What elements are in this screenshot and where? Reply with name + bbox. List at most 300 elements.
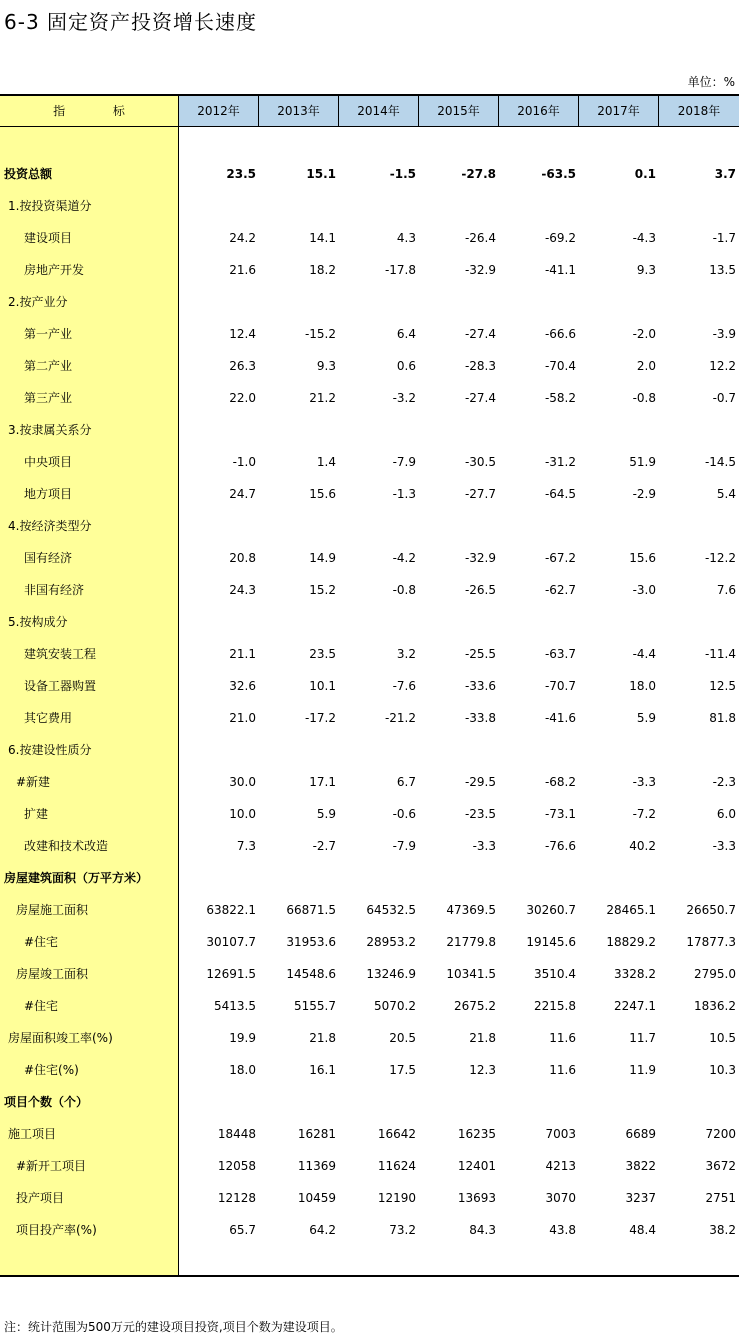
row-value: -33.8 <box>464 711 496 725</box>
row-value: 10.3 <box>709 1063 736 1077</box>
row-value <box>419 606 499 638</box>
row-value: 19145.6 <box>526 935 576 949</box>
row-value: 9.3 <box>316 359 336 373</box>
row-label: #住宅(%) <box>24 1063 79 1077</box>
row-value: -2.7 <box>312 839 336 853</box>
row-value: 21.1 <box>229 647 256 661</box>
row-value <box>179 414 259 446</box>
row-value: 5070.2 <box>374 999 416 1013</box>
row-value: 13693 <box>457 1191 496 1205</box>
row-value: 19.9 <box>229 1031 256 1045</box>
row-value: -2.0 <box>632 327 656 341</box>
row-value: -0.6 <box>392 807 416 821</box>
row-label: 改建和技术改造 <box>24 839 109 853</box>
row-value: 48.4 <box>629 1223 656 1237</box>
table-row <box>0 510 739 542</box>
row-label: 设备工器购置 <box>24 679 97 693</box>
row-label: 项目投产率(%) <box>16 1223 97 1237</box>
table-row <box>0 254 739 286</box>
row-value: -30.5 <box>464 455 496 469</box>
row-value: 12401 <box>457 1159 496 1173</box>
row-label: 3.按隶属关系分 <box>8 423 92 437</box>
row-value: -17.8 <box>384 263 416 277</box>
row-value: 73.2 <box>389 1223 416 1237</box>
header-year: 2017年 <box>579 96 659 126</box>
row-value <box>499 734 579 766</box>
row-value <box>179 1086 259 1118</box>
row-value: 11.9 <box>629 1063 656 1077</box>
row-value: 12058 <box>217 1159 256 1173</box>
row-value: 16235 <box>457 1127 496 1141</box>
row-value: 43.8 <box>549 1223 576 1237</box>
row-value: 10341.5 <box>446 967 496 981</box>
row-value: 6689 <box>625 1127 656 1141</box>
row-value: 12.5 <box>709 679 736 693</box>
row-value: -2.9 <box>632 487 656 501</box>
row-value: 13.5 <box>709 263 736 277</box>
row-value: 4213 <box>545 1159 576 1173</box>
row-value: 3822 <box>625 1159 656 1173</box>
row-value <box>339 190 419 222</box>
row-value <box>579 862 659 894</box>
row-value: 1.4 <box>316 455 336 469</box>
row-value: 22.0 <box>229 391 256 405</box>
row-value: 12691.5 <box>206 967 256 981</box>
row-value: 2795.0 <box>694 967 736 981</box>
row-value: -3.3 <box>712 839 736 853</box>
row-value <box>259 1086 339 1118</box>
row-value: -11.4 <box>704 647 736 661</box>
table-row <box>0 1054 739 1086</box>
row-value: 63822.1 <box>206 903 256 917</box>
row-value: 11.6 <box>549 1031 576 1045</box>
row-value: 7.6 <box>716 583 736 597</box>
row-value <box>259 606 339 638</box>
row-label: 房屋竣工面积 <box>16 967 89 981</box>
row-value: 1836.2 <box>694 999 736 1013</box>
row-label: 投资总额 <box>4 167 53 181</box>
row-value: 26650.7 <box>686 903 736 917</box>
row-value: 15.6 <box>309 487 336 501</box>
row-value: 24.2 <box>229 231 256 245</box>
row-label: 房屋建筑面积（万平方米） <box>4 871 149 885</box>
row-value: 6.0 <box>716 807 736 821</box>
row-value: -27.7 <box>464 487 496 501</box>
row-value: 11.7 <box>629 1031 656 1045</box>
row-value: 38.2 <box>709 1223 736 1237</box>
row-value: 47369.5 <box>446 903 496 917</box>
row-value <box>499 606 579 638</box>
row-value: 7200 <box>705 1127 736 1141</box>
row-value <box>259 286 339 318</box>
table-body <box>0 127 739 1275</box>
table-row <box>0 798 739 830</box>
row-value: 16.1 <box>309 1063 336 1077</box>
row-value: -2.3 <box>712 775 736 789</box>
row-value: 16642 <box>377 1127 416 1141</box>
row-value: 11624 <box>377 1159 416 1173</box>
row-value: -27.4 <box>464 391 496 405</box>
row-label: 建筑安装工程 <box>24 647 97 661</box>
row-label: 扩建 <box>24 807 49 821</box>
row-value: -27.8 <box>461 167 496 181</box>
row-label: 其它费用 <box>24 711 73 725</box>
row-value: 18.0 <box>229 1063 256 1077</box>
row-value: -1.0 <box>232 455 256 469</box>
row-value: 30260.7 <box>526 903 576 917</box>
row-value <box>179 862 259 894</box>
row-value: 12.3 <box>469 1063 496 1077</box>
header-year: 2015年 <box>419 96 499 126</box>
row-label: 国有经济 <box>24 551 73 565</box>
row-value: -67.2 <box>544 551 576 565</box>
row-label: 1.按投资渠道分 <box>8 199 92 213</box>
row-label: 房屋面积竣工率(%) <box>8 1031 113 1045</box>
row-value: -66.6 <box>544 327 576 341</box>
row-value: 64532.5 <box>366 903 416 917</box>
row-value: -62.7 <box>544 583 576 597</box>
row-value: 10459 <box>297 1191 336 1205</box>
row-value <box>499 510 579 542</box>
table-bottom-rule <box>0 1275 739 1277</box>
row-value: 10.5 <box>709 1031 736 1045</box>
row-value: 3672 <box>705 1159 736 1173</box>
row-label: 非国有经济 <box>24 583 85 597</box>
row-value <box>659 734 739 766</box>
row-label: #新建 <box>16 775 51 789</box>
row-value: -12.2 <box>704 551 736 565</box>
row-value: -0.8 <box>392 583 416 597</box>
row-value: 84.3 <box>469 1223 496 1237</box>
row-value: -70.4 <box>544 359 576 373</box>
table-row <box>0 702 739 734</box>
row-value <box>259 734 339 766</box>
row-value: -3.9 <box>712 327 736 341</box>
row-value: 23.5 <box>309 647 336 661</box>
row-label: 项目个数（个） <box>4 1095 89 1109</box>
row-value <box>259 190 339 222</box>
row-value: -7.2 <box>632 807 656 821</box>
row-value: 40.2 <box>629 839 656 853</box>
row-value <box>339 606 419 638</box>
row-value <box>339 1086 419 1118</box>
row-label: 第三产业 <box>24 391 73 405</box>
row-value <box>579 1086 659 1118</box>
row-value: -31.2 <box>544 455 576 469</box>
row-value <box>419 862 499 894</box>
row-value: 51.9 <box>629 455 656 469</box>
row-value <box>259 510 339 542</box>
row-value: 28465.1 <box>606 903 656 917</box>
row-label: 第二产业 <box>24 359 73 373</box>
row-value: 17.1 <box>309 775 336 789</box>
row-value: -1.3 <box>392 487 416 501</box>
row-value <box>659 510 739 542</box>
row-value: -14.5 <box>704 455 736 469</box>
row-value <box>659 190 739 222</box>
table-row <box>0 670 739 702</box>
row-value <box>659 286 739 318</box>
row-value: 12128 <box>217 1191 256 1205</box>
table-row <box>0 734 739 766</box>
row-value <box>419 510 499 542</box>
table-row <box>0 766 739 798</box>
row-value <box>339 286 419 318</box>
row-value: 0.1 <box>634 167 656 181</box>
table-row <box>0 990 739 1022</box>
row-value: -64.5 <box>544 487 576 501</box>
table-row <box>0 1214 739 1246</box>
footnote: 注：统计范围为500万元的建设项目投资,项目个数为建设项目。 <box>4 1320 343 1334</box>
row-value: 21.0 <box>229 711 256 725</box>
row-value: 31953.6 <box>286 935 336 949</box>
row-value: 64.2 <box>309 1223 336 1237</box>
row-value: 2751 <box>705 1191 736 1205</box>
header-year: 2016年 <box>499 96 579 126</box>
row-value <box>179 190 259 222</box>
page-title: 6-3 固定资产投资增长速度 <box>4 10 258 34</box>
row-value: -4.2 <box>392 551 416 565</box>
header-year: 2018年 <box>659 96 739 126</box>
row-value <box>499 190 579 222</box>
row-value: 5413.5 <box>214 999 256 1013</box>
row-value: -1.5 <box>389 167 416 181</box>
row-value: -0.8 <box>632 391 656 405</box>
row-value: 30107.7 <box>206 935 256 949</box>
row-value <box>419 414 499 446</box>
row-label: 2.按产业分 <box>8 295 68 309</box>
table-row <box>0 1118 739 1150</box>
table-row <box>0 382 739 414</box>
row-value: -1.7 <box>712 231 736 245</box>
table-row <box>0 958 739 990</box>
header-year: 2013年 <box>259 96 339 126</box>
row-value <box>659 1086 739 1118</box>
row-value: -3.3 <box>472 839 496 853</box>
table-row <box>0 414 739 446</box>
row-value: 2215.8 <box>534 999 576 1013</box>
row-value: 24.7 <box>229 487 256 501</box>
row-value: 21.6 <box>229 263 256 277</box>
row-value <box>579 190 659 222</box>
row-value: -41.6 <box>544 711 576 725</box>
row-value: 15.6 <box>629 551 656 565</box>
row-value: -29.5 <box>464 775 496 789</box>
row-value: 30.0 <box>229 775 256 789</box>
row-value: 21.8 <box>469 1031 496 1045</box>
row-value: 10.0 <box>229 807 256 821</box>
row-value: 9.3 <box>636 263 656 277</box>
row-label: 4.按经济类型分 <box>8 519 92 533</box>
row-value <box>579 414 659 446</box>
row-value: 15.2 <box>309 583 336 597</box>
table-row <box>0 478 739 510</box>
row-label: 施工项目 <box>8 1127 57 1141</box>
row-label: 投产项目 <box>16 1191 65 1205</box>
row-value: 4.3 <box>396 231 416 245</box>
table-row <box>0 862 739 894</box>
table-row <box>0 318 739 350</box>
row-value: 5.9 <box>316 807 336 821</box>
table-row <box>0 606 739 638</box>
table-row <box>0 894 739 926</box>
table-row <box>0 1022 739 1054</box>
table-row <box>0 574 739 606</box>
row-value: 28953.2 <box>366 935 416 949</box>
row-value: -21.2 <box>384 711 416 725</box>
row-value: 13246.9 <box>366 967 416 981</box>
table-row <box>0 222 739 254</box>
row-value: 26.3 <box>229 359 256 373</box>
row-value: 21779.8 <box>446 935 496 949</box>
row-value: -7.9 <box>392 455 416 469</box>
row-value: 18.2 <box>309 263 336 277</box>
table-row <box>0 1150 739 1182</box>
row-value <box>499 1086 579 1118</box>
table-header <box>0 96 739 127</box>
table-row <box>0 286 739 318</box>
row-value: 15.1 <box>306 167 336 181</box>
row-value: -27.4 <box>464 327 496 341</box>
row-value: 11.6 <box>549 1063 576 1077</box>
row-label: #新开工项目 <box>16 1159 87 1173</box>
row-value <box>419 190 499 222</box>
row-value: 24.3 <box>229 583 256 597</box>
row-value: 6.7 <box>396 775 416 789</box>
row-value: 7003 <box>545 1127 576 1141</box>
table-row <box>0 830 739 862</box>
row-value: 3237 <box>625 1191 656 1205</box>
row-value: 20.8 <box>229 551 256 565</box>
row-value: 17877.3 <box>686 935 736 949</box>
table-row <box>0 1182 739 1214</box>
row-value <box>499 862 579 894</box>
row-value: 20.5 <box>389 1031 416 1045</box>
row-value <box>579 734 659 766</box>
row-value: 14548.6 <box>286 967 336 981</box>
row-value: 2675.2 <box>454 999 496 1013</box>
row-value <box>419 1086 499 1118</box>
row-label: 建设项目 <box>24 231 73 245</box>
row-value: 0.6 <box>396 359 416 373</box>
row-value: -73.1 <box>544 807 576 821</box>
row-value: -63.5 <box>541 167 576 181</box>
row-value: -26.5 <box>464 583 496 597</box>
row-value: 6.4 <box>396 327 416 341</box>
row-label: 5.按构成分 <box>8 615 68 629</box>
row-label: 6.按建设性质分 <box>8 743 92 757</box>
row-value: -3.2 <box>392 391 416 405</box>
row-value: 5.9 <box>636 711 656 725</box>
row-value: 3070 <box>545 1191 576 1205</box>
row-value: 14.1 <box>309 231 336 245</box>
row-value: 7.3 <box>236 839 256 853</box>
row-label: #住宅 <box>24 999 59 1013</box>
row-label: 房屋施工面积 <box>16 903 89 917</box>
row-value: -68.2 <box>544 775 576 789</box>
row-value: 17.5 <box>389 1063 416 1077</box>
row-value: 3510.4 <box>534 967 576 981</box>
row-value <box>259 862 339 894</box>
row-value: 12190 <box>377 1191 416 1205</box>
data-table <box>0 94 739 1278</box>
row-label: 中央项目 <box>24 455 73 469</box>
row-value: -32.9 <box>464 551 496 565</box>
row-value <box>419 286 499 318</box>
row-value: 11369 <box>297 1159 336 1173</box>
row-value: 16281 <box>297 1127 336 1141</box>
row-value: -76.6 <box>544 839 576 853</box>
unit-label: 单位：% <box>687 75 735 89</box>
row-value: -17.2 <box>304 711 336 725</box>
row-value: 32.6 <box>229 679 256 693</box>
row-value <box>179 606 259 638</box>
header-indicator: 指 标 <box>0 96 179 126</box>
row-value: -23.5 <box>464 807 496 821</box>
row-label: #住宅 <box>24 935 59 949</box>
row-label: 第一产业 <box>24 327 73 341</box>
table-row <box>0 638 739 670</box>
row-value: 12.2 <box>709 359 736 373</box>
row-value: -63.7 <box>544 647 576 661</box>
row-value <box>419 734 499 766</box>
row-value <box>659 414 739 446</box>
row-value: -0.7 <box>712 391 736 405</box>
row-value: -41.1 <box>544 263 576 277</box>
row-value: 66871.5 <box>286 903 336 917</box>
row-value: 23.5 <box>226 167 256 181</box>
row-value <box>179 510 259 542</box>
row-value: 3.2 <box>396 647 416 661</box>
table-row <box>0 190 739 222</box>
row-value: 2.0 <box>636 359 656 373</box>
row-value: 21.2 <box>309 391 336 405</box>
row-value: -58.2 <box>544 391 576 405</box>
row-value: 18829.2 <box>606 935 656 949</box>
row-value: 21.8 <box>309 1031 336 1045</box>
row-value: 18.0 <box>629 679 656 693</box>
table-row <box>0 542 739 574</box>
row-value: 3.7 <box>714 167 736 181</box>
row-value: -4.4 <box>632 647 656 661</box>
row-value <box>179 734 259 766</box>
row-value: -69.2 <box>544 231 576 245</box>
row-value: -4.3 <box>632 231 656 245</box>
row-value: -3.3 <box>632 775 656 789</box>
row-value: 14.9 <box>309 551 336 565</box>
row-value <box>499 286 579 318</box>
row-value: -15.2 <box>304 327 336 341</box>
table-row <box>0 446 739 478</box>
row-value: 5.4 <box>716 487 736 501</box>
row-value: -7.6 <box>392 679 416 693</box>
row-value <box>659 862 739 894</box>
table-row <box>0 926 739 958</box>
row-value: 2247.1 <box>614 999 656 1013</box>
row-value: -32.9 <box>464 263 496 277</box>
row-value <box>179 286 259 318</box>
row-value: 18448 <box>217 1127 256 1141</box>
row-value: -33.6 <box>464 679 496 693</box>
row-value: 3328.2 <box>614 967 656 981</box>
row-value: 81.8 <box>709 711 736 725</box>
row-value: -70.7 <box>544 679 576 693</box>
table-row <box>0 158 739 190</box>
row-value <box>579 286 659 318</box>
row-value <box>259 414 339 446</box>
header-year: 2014年 <box>339 96 419 126</box>
table-row <box>0 1086 739 1118</box>
